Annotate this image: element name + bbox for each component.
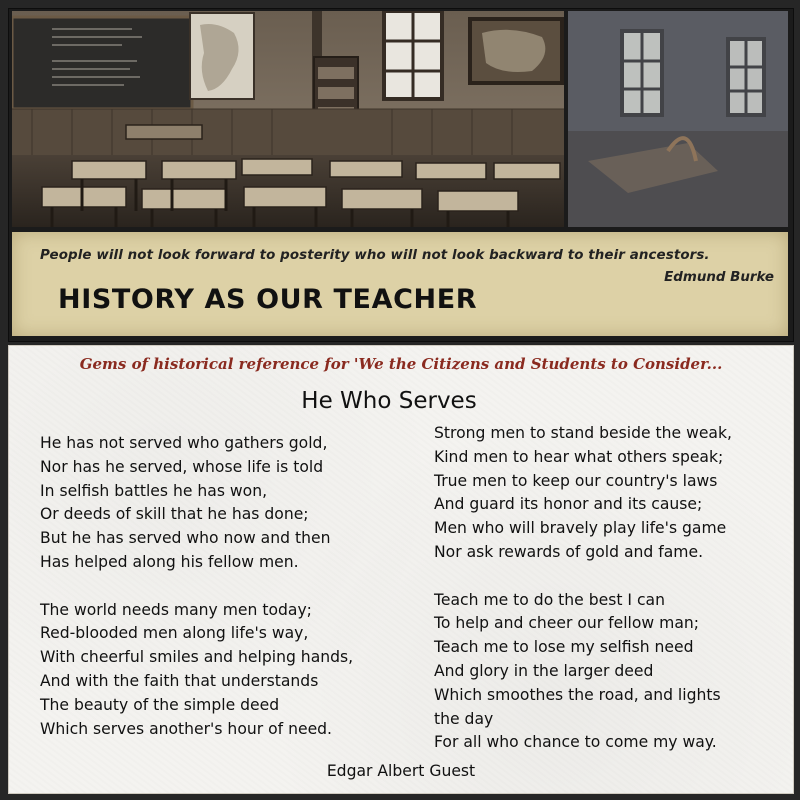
poem-line: Strong men to stand beside the weak,	[434, 424, 732, 442]
poem-paper	[8, 345, 794, 794]
poem-line: Which smoothes the road, and lights	[434, 685, 721, 704]
stanza-gap	[40, 575, 353, 599]
poem-line: Has helped along his fellow men.	[40, 552, 299, 571]
faded-classroom-photo	[568, 11, 788, 227]
poem-line: Teach me to lose my selfish need	[434, 638, 694, 657]
poem-right-column	[434, 422, 732, 755]
poem-line: Which serves another's hour of need.	[40, 719, 333, 738]
subtitle: Gems of historical reference for 'We the Citizens and Students to Consider...	[79, 355, 723, 373]
poem-line: the day	[434, 709, 494, 728]
poem-line: Kind men to hear what others speak;	[434, 447, 724, 466]
poem-line: For all who chance to come my way.	[434, 733, 717, 752]
chalkboard	[12, 17, 192, 109]
quote-text: People will not look forward to posterity who will not look backward to their ancestors.	[40, 248, 710, 263]
poem-author: Edgar Albert Guest	[326, 762, 476, 780]
poem-line: And with the faith that understands	[40, 671, 319, 690]
poem-line: The beauty of the simple deed	[40, 695, 280, 714]
poem-line: Or deeds of skill that he has done;	[40, 505, 309, 524]
poem-line: The world needs many men today;	[40, 600, 312, 619]
poem-line: But he has served who now and then	[40, 529, 331, 548]
poem-line: Teach me to do the best I can	[434, 590, 665, 609]
poem-title: He Who Serves	[301, 388, 477, 414]
poem-line: Nor ask rewards of gold and fame.	[434, 542, 704, 561]
poem-line: Nor has he served, whose life is told	[40, 457, 324, 476]
stanza-gap	[434, 565, 732, 589]
poem-left-column	[40, 432, 353, 741]
quote-banner	[12, 232, 788, 336]
poem-line: Red-blooded men along life's way,	[40, 624, 309, 643]
quote-author: Edmund Burke	[664, 270, 774, 285]
poem-line: He has not served who gathers gold,	[40, 434, 328, 452]
page-title: HISTORY AS OUR TEACHER	[58, 284, 478, 315]
poem-line: True men to keep our country's laws	[434, 471, 718, 490]
poem-line: And glory in the larger deed	[434, 661, 654, 680]
poem-line: In selfish battles he has won,	[40, 481, 268, 500]
teacher-desk	[126, 125, 202, 139]
poem-line: With cheerful smiles and helping hands,	[40, 648, 354, 667]
classroom-photo	[12, 11, 564, 227]
poem-line: To help and cheer our fellow man;	[434, 614, 700, 633]
poem-line: Men who will bravely play life's game	[434, 519, 727, 538]
poem-line: And guard its honor and its cause;	[434, 495, 703, 514]
